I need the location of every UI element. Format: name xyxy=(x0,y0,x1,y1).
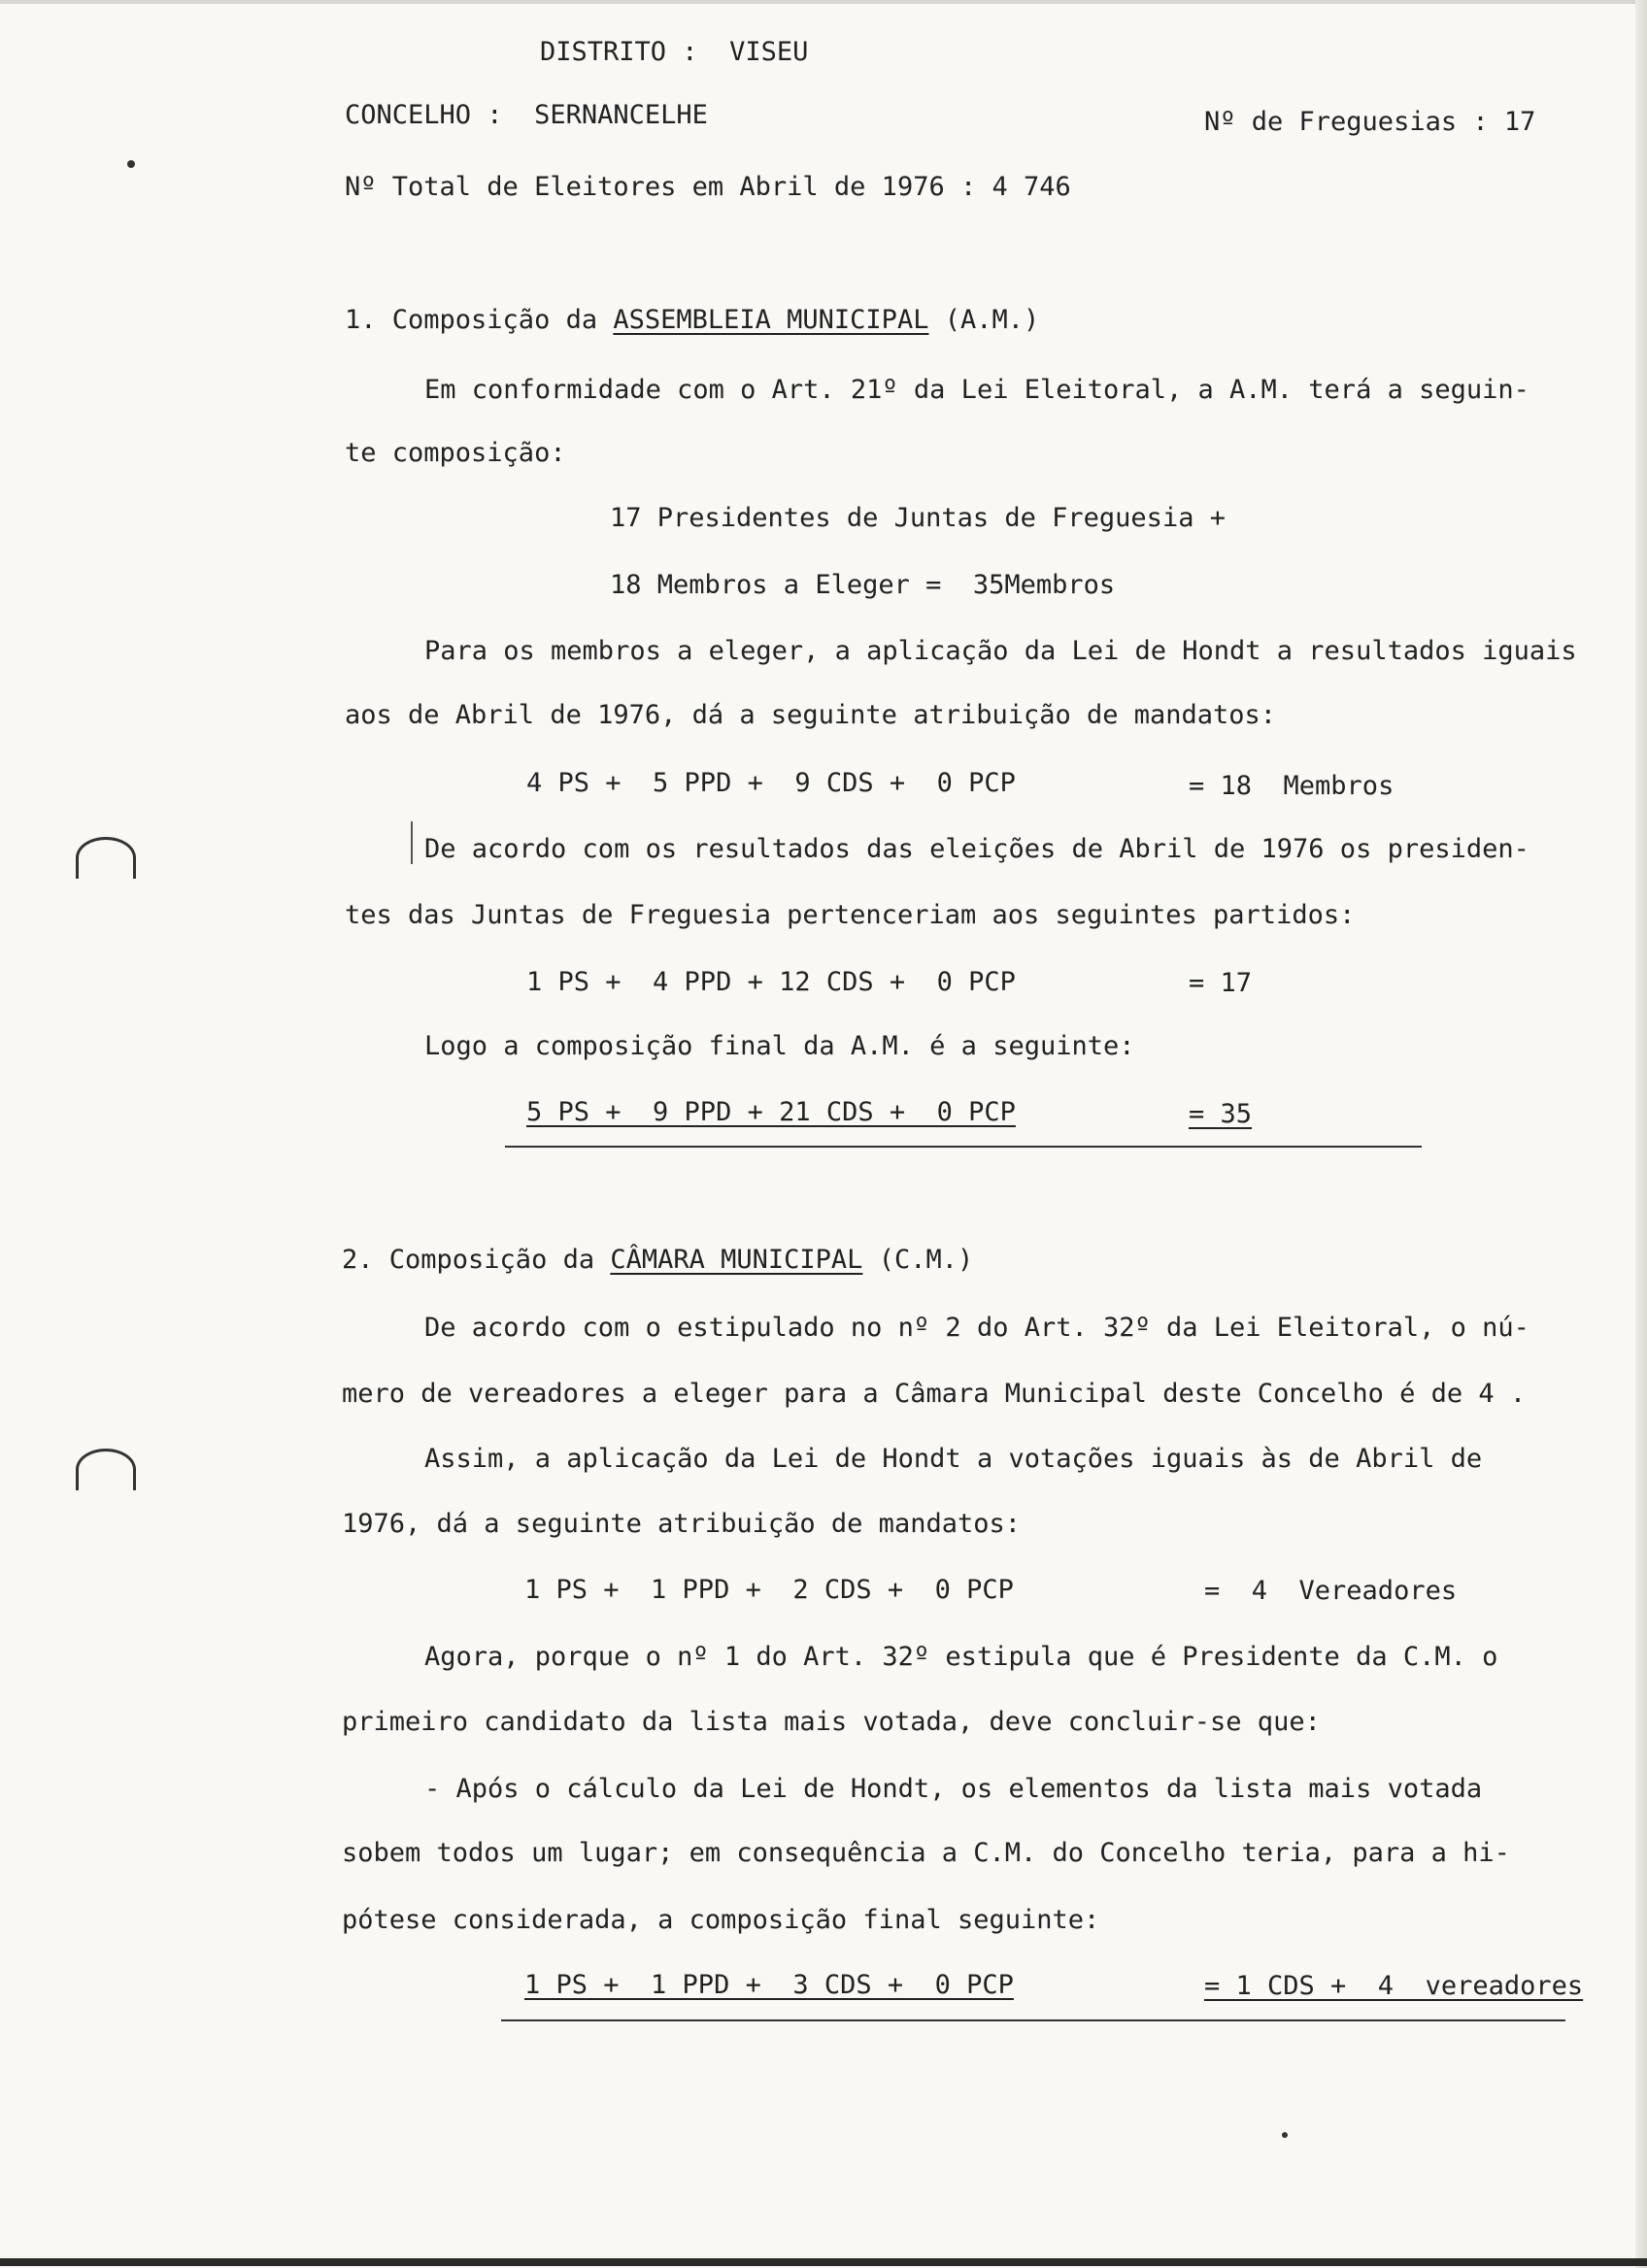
composition-line: 17 Presidentes de Juntas de Freguesia + xyxy=(610,503,1226,533)
double-rule xyxy=(501,2019,1565,2021)
total-voters: Nº Total de Eleitores em Abril de 1976 : 4 746 xyxy=(345,172,1071,202)
paragraph-line: Em conformidade com o Art. 21º da Lei Eleitoral, a A.M. terá a seguin- xyxy=(424,375,1529,405)
paragraph-line: sobem todos um lugar; em consequência a C.M. do Concelho teria, para a hi- xyxy=(342,1838,1510,1868)
paragraph-line: te composição: xyxy=(345,438,566,468)
paragraph-line: 1976, dá a seguinte atribuição de mandatos: xyxy=(342,1509,1021,1539)
margin-mark xyxy=(411,821,413,864)
paragraph-line: De acordo com o estipulado no nº 2 do Art. 32º da Lei Eleitoral, o nú- xyxy=(424,1313,1529,1343)
scan-top-edge xyxy=(0,0,1647,4)
paragraph-line: - Após o cálculo da Lei de Hondt, os elementos da lista mais votada xyxy=(424,1774,1483,1804)
seat-equation: 4 PS + 5 PPD + 9 CDS + 0 PCP xyxy=(526,768,1016,798)
seat-equation: 1 PS + 1 PPD + 2 CDS + 0 PCP xyxy=(524,1575,1014,1605)
section-1-heading xyxy=(345,303,1039,338)
heading-prefix: 2. Composição da xyxy=(342,1245,611,1275)
heading-suffix: (A.M.) xyxy=(928,305,1040,335)
paragraph-line: mero de vereadores a eleger para a Câmara Municipal deste Concelho é de 4 . xyxy=(342,1379,1527,1409)
council-label: CONCELHO : SERNANCELHE xyxy=(345,100,708,130)
punch-hole-mark xyxy=(76,837,136,879)
parish-count: Nº de Freguesias : 17 xyxy=(1204,107,1536,137)
district-label: DISTRITO : VISEU xyxy=(540,37,809,67)
seat-equation-result: = 18 Membros xyxy=(1189,771,1395,801)
seat-equation-result: = 17 xyxy=(1189,968,1253,998)
seat-equation-result: = 4 Vereadores xyxy=(1204,1576,1458,1606)
section-2-heading xyxy=(342,1243,973,1278)
seat-equation: 1 PS + 4 PPD + 12 CDS + 0 PCP xyxy=(526,967,1016,997)
speck-mark xyxy=(127,160,135,168)
paragraph-line: pótese considerada, a composição final seguinte: xyxy=(342,1905,1100,1935)
paragraph-line: Logo a composição final da A.M. é a seguinte: xyxy=(424,1031,1135,1061)
speck-mark xyxy=(1282,2132,1288,2138)
paragraph-line: aos de Abril de 1976, dá a seguinte atribuição de mandatos: xyxy=(345,700,1277,730)
paragraph-line: primeiro candidato da lista mais votada, deve concluir-se que: xyxy=(342,1707,1321,1737)
scan-bottom-edge xyxy=(0,2258,1647,2266)
paragraph-line: Assim, a aplicação da Lei de Hondt a votações iguais às de Abril de xyxy=(424,1444,1483,1474)
composition-line: 18 Membros a Eleger = 35Membros xyxy=(610,570,1116,600)
final-seat-equation-result: = 35 xyxy=(1189,1099,1253,1129)
final-seat-equation-result: = 1 CDS + 4 vereadores xyxy=(1204,1971,1584,2001)
paragraph-line: tes das Juntas de Freguesia pertenceriam aos seguintes partidos: xyxy=(345,900,1356,930)
double-rule xyxy=(505,1146,1422,1148)
heading-suffix: (C.M.) xyxy=(862,1245,974,1275)
heading-prefix: 1. Composição da xyxy=(345,305,614,335)
paragraph-line: De acordo com os resultados das eleições de Abril de 1976 os presiden- xyxy=(424,834,1529,864)
heading-title: CÂMARA MUNICIPAL xyxy=(610,1245,863,1275)
punch-hole-mark xyxy=(76,1449,136,1490)
heading-title: ASSEMBLEIA MUNICIPAL xyxy=(613,305,929,335)
final-seat-equation: 1 PS + 1 PPD + 3 CDS + 0 PCP xyxy=(524,1970,1014,2000)
paragraph-line: Para os membros a eleger, a aplicação da Lei de Hondt a resultados iguais xyxy=(424,636,1577,666)
paragraph-line: Agora, porque o nº 1 do Art. 32º estipula que é Presidente da C.M. o xyxy=(424,1642,1498,1672)
final-seat-equation: 5 PS + 9 PPD + 21 CDS + 0 PCP xyxy=(526,1097,1016,1127)
scan-right-edge xyxy=(1635,0,1647,2268)
